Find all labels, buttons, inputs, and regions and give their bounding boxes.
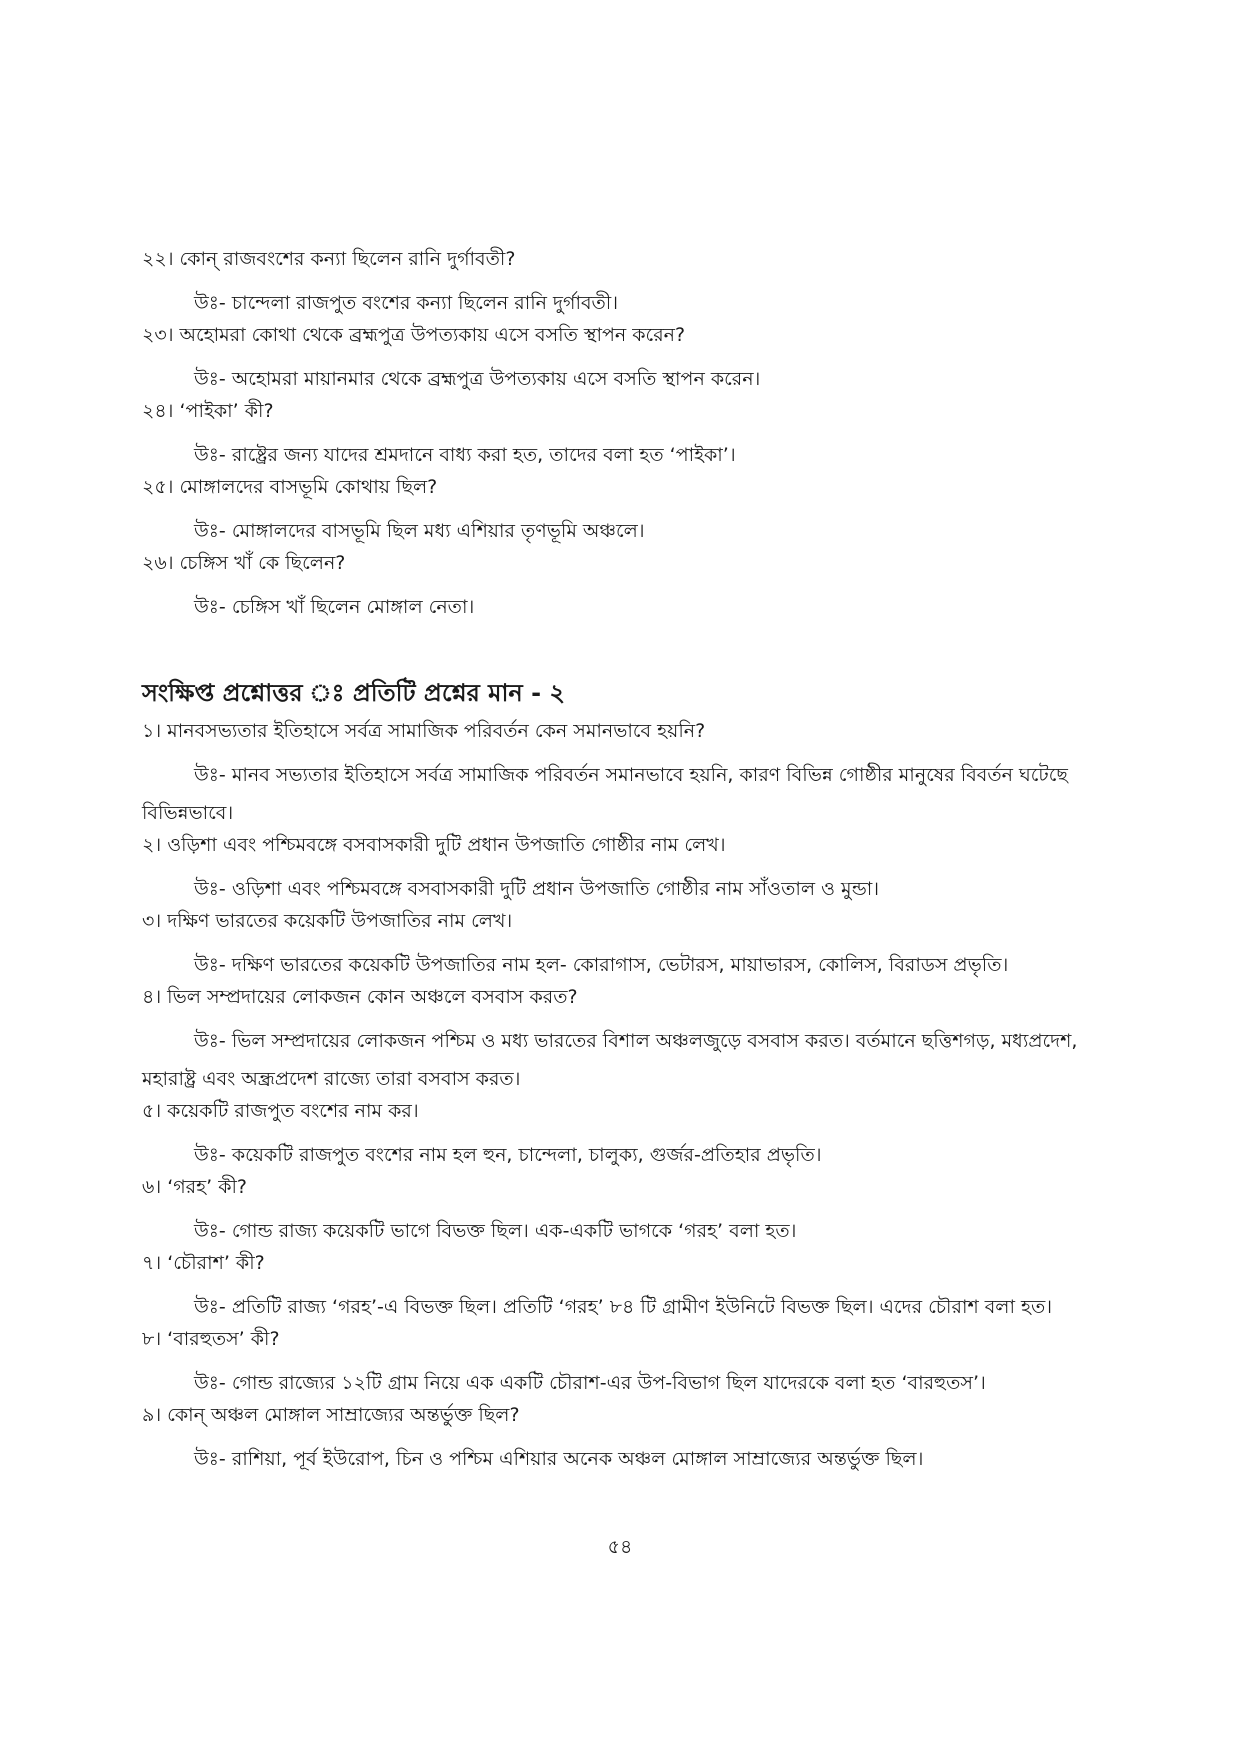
answer: উঃ- ওড়িশা এবং পশ্চিমবঙ্গে বসবাসকারী দুটি প্রধান উপজাতি গোষ্ঠীর নাম সাঁওতাল ও মুন্ডা। [194, 878, 880, 900]
answer: উঃ- গোন্ড রাজ্যের ১২টি গ্রাম নিয়ে এক একটি চৌরাশ-এর উপ-বিভাগ ছিল যাদেরকে বলা হত ‘বারহুতস’। [194, 1372, 986, 1394]
question: ৯। কোন্ অঞ্চল মোঙ্গাল সাম্রাজ্যের অন্তর্ভুক্ত ছিল? [142, 1404, 520, 1426]
question: ১। মানবসভ্যতার ইতিহাসে সর্বত্র সামাজিক পরিবর্তন কেন সমানভাবে হয়নি? [142, 720, 706, 742]
page-number: ৫৪ [607, 1536, 633, 1558]
answer: উঃ- দক্ষিণ ভারতের কয়েকটি উপজাতির নাম হল- কোরাগাস, ভেটারস, মায়াভারস, কোলিস, বিরাডস প্রভৃতি। [194, 954, 1009, 976]
qa-item [142, 1250, 1132, 1326]
answer: উঃ- ভিল সম্প্রদায়ের লোকজন পশ্চিম ও মধ্য ভারতের বিশাল অঞ্চলজুড়ে বসবাস করত। বর্তমানে ছত্তিশগড়, মধ্যপ্রদেশ, মহারাষ্ট্র এবং অন্ধ্রপ্রদেশ রাজ্যে তারা বসবাস করত। [142, 1030, 1078, 1090]
qa-item [142, 322, 1132, 398]
question: ৩। দক্ষিণ ভারতের কয়েকটি উপজাতির নাম লেখ। [142, 910, 513, 932]
qa-item [142, 832, 1132, 908]
qa-item [142, 1174, 1132, 1250]
qa-item [142, 398, 1132, 474]
answer: উঃ- কয়েকটি রাজপুত বংশের নাম হল হুন, চান্দেলা, চালুক্য, গুর্জর-প্রতিহার প্রভৃতি। [194, 1144, 822, 1166]
answer: উঃ- গোন্ড রাজ্য কয়েকটি ভাগে বিভক্ত ছিল। এক-একটি ভাগকে ‘গরহ’ বলা হত। [194, 1220, 797, 1242]
qa-item [142, 1326, 1132, 1402]
question: ২। ওড়িশা এবং পশ্চিমবঙ্গে বসবাসকারী দুটি প্রধান উপজাতি গোষ্ঠীর নাম লেখ। [142, 834, 726, 856]
qa-item [142, 718, 1132, 832]
question: ৮। ‘বারহুতস’ কী? [142, 1328, 280, 1350]
answer: উঃ- চেঙ্গিস খাঁ ছিলেন মোঙ্গাল নেতা। [194, 596, 475, 618]
question: ২২। কোন্ রাজবংশের কন্যা ছিলেন রানি দুর্গাবতী? [142, 248, 516, 270]
answer: উঃ- মোঙ্গালদের বাসভূমি ছিল মধ্য এশিয়ার তৃণভূমি অঞ্চলে। [194, 520, 645, 542]
question: ২৬। চেঙ্গিস খাঁ কে ছিলেন? [142, 552, 346, 574]
question: ২৪। ‘পাইকা’ কী? [142, 400, 274, 422]
qa-item [142, 474, 1132, 550]
short-answer-section [142, 676, 1132, 1478]
question: ২৫। মোঙ্গালদের বাসভূমি কোথায় ছিল? [142, 476, 438, 498]
question: ৪। ভিল সম্প্রদায়ের লোকজন কোন অঞ্চলে বসবাস করত? [142, 986, 578, 1008]
qa-item [142, 908, 1132, 984]
qa-item [142, 984, 1132, 1098]
answer: উঃ- মানব সভ্যতার ইতিহাসে সর্বত্র সামাজিক পরিবর্তন সমানভাবে হয়নি, কারণ বিভিন্ন গোষ্ঠীর মানুষের বিবর্তন ঘটেছে বিভিন্নভাবে। [142, 764, 1068, 824]
qa-item [142, 550, 1132, 626]
answer: উঃ- রাষ্ট্রের জন্য যাদের শ্রমদানে বাধ্য করা হত, তাদের বলা হত ‘পাইকা’। [194, 444, 736, 466]
question: ২৩। অহোমরা কোথা থেকে ব্রহ্মপুত্র উপত্যকায় এসে বসতি স্থাপন করেন? [142, 324, 686, 346]
answer: উঃ- অহোমরা মায়ানমার থেকে ব্রহ্মপুত্র উপত্যকায় এসে বসতি স্থাপন করেন। [194, 368, 761, 390]
question: ৬। ‘গরহ’ কী? [142, 1176, 248, 1198]
answer: উঃ- রাশিয়া, পূর্ব ইউরোপ, চিন ও পশ্চিম এশিয়ার অনেক অঞ্চল মোঙ্গাল সাম্রাজ্যের অন্তর্ভুক্ত ছিল। [194, 1448, 924, 1470]
question: ৫। কয়েকটি রাজপুত বংশের নাম কর। [142, 1100, 419, 1122]
answer: উঃ- চান্দেলা রাজপুত বংশের কন্যা ছিলেন রানি দুর্গাবতী। [194, 292, 619, 314]
qa-item [142, 1402, 1132, 1478]
answer: উঃ- প্রতিটি রাজ্য ‘গরহ’-এ বিভক্ত ছিল। প্রতিটি ‘গরহ’ ৮৪ টি গ্রামীণ ইউনিটে বিভক্ত ছিল। এদের চৌরাশ বলা হত। [194, 1296, 1053, 1318]
qa-item [142, 246, 1132, 322]
question: ৭। ‘চৌরাশ’ কী? [142, 1252, 265, 1274]
top-qa-block [142, 246, 1132, 626]
section-title: সংক্ষিপ্ত প্রশ্নোত্তর ঃ প্রতিটি প্রশ্নের মান - ২ [142, 679, 566, 707]
qa-item [142, 1098, 1132, 1174]
